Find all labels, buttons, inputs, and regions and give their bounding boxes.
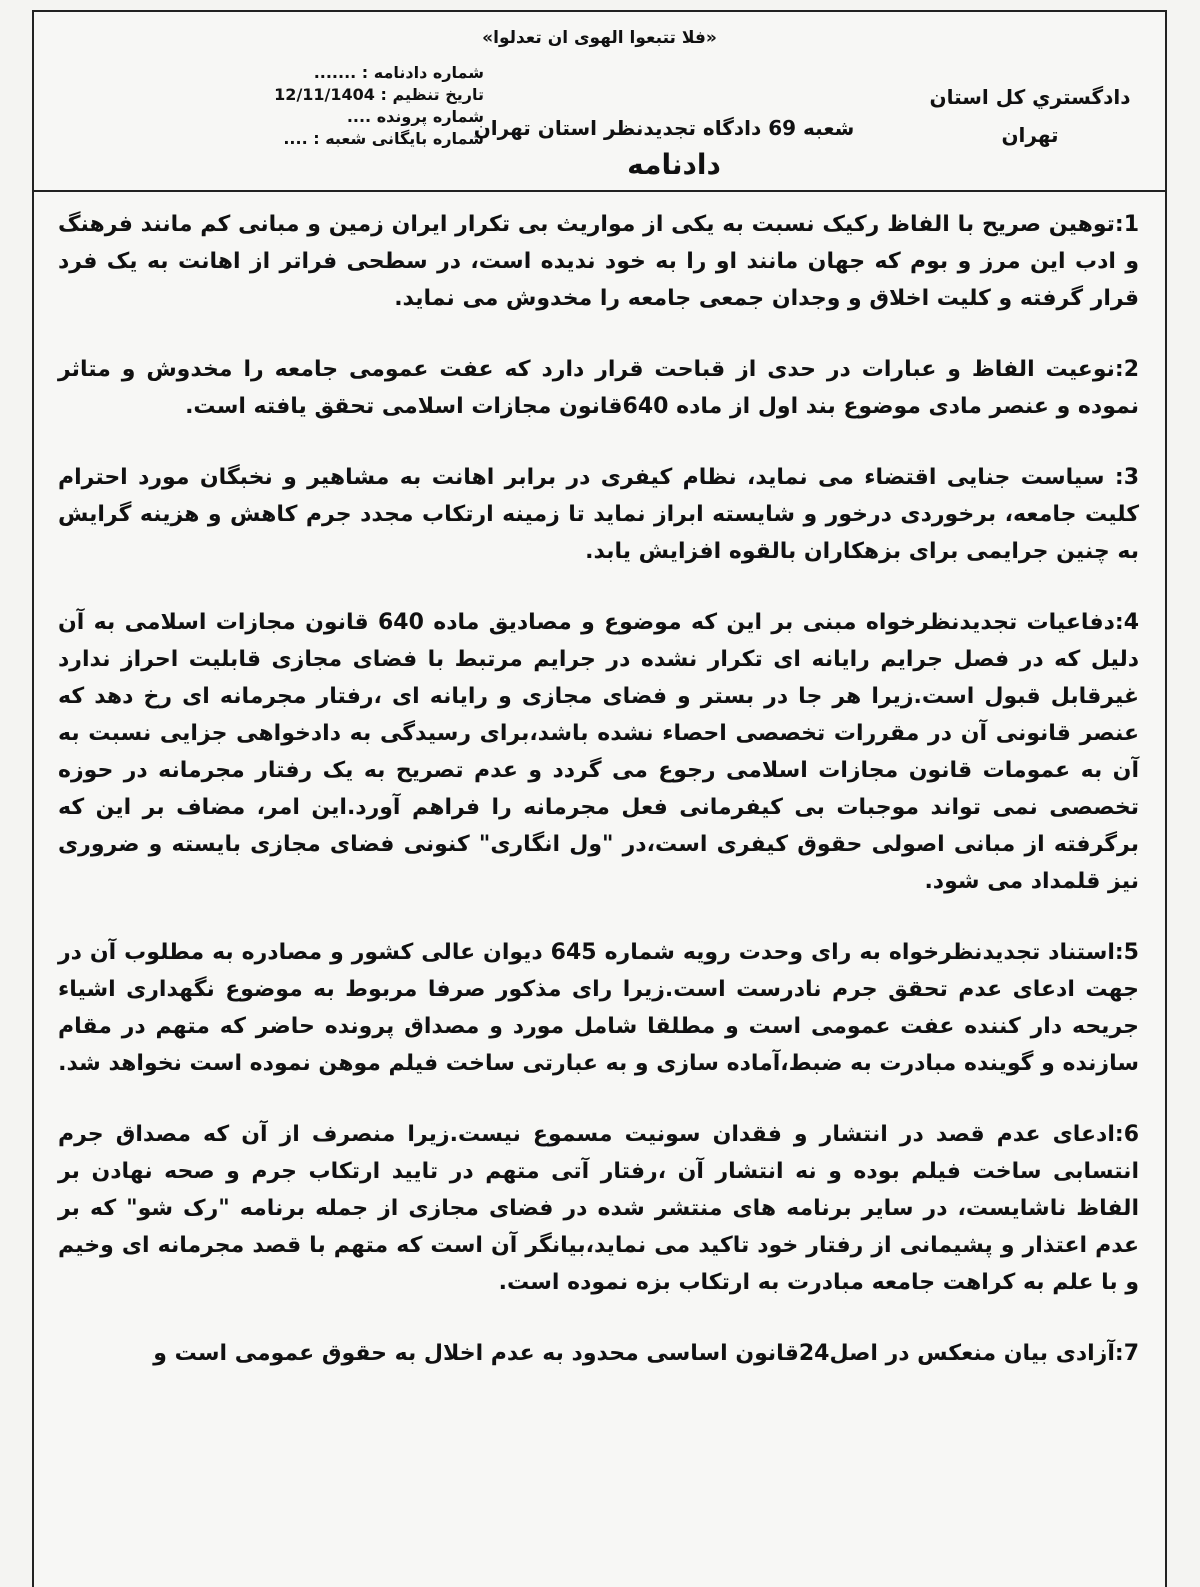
branch-name: شعبه 69 دادگاه تجدیدنظر استان تهران xyxy=(473,116,855,140)
court-name-line1: دادگستري كل استان xyxy=(929,85,1131,109)
archive-number: شماره بایگانی شعبه : .... xyxy=(283,129,484,148)
file-number: شماره پرونده .... xyxy=(346,107,484,126)
paragraph-5: 5:استناد تجدیدنظرخواه به رای وحدت رویه شماره 645 دیوان عالی کشور و مصادره به مطلوب آن در جهت ادعای عدم تحقق جرم نادرست است.زیرا رای مذکور صرفا مربوط به موضوع نگهداری اشیاء جریحه دار کننده عفت عمومی است و مطلقا شامل مورد و مصداق پرونده حاضر که متهم در مقام سازنده و گوینده مبادرت به ضبط،آماده سازی و به عبارتی ساخت فیلم موهن نموده است نخواهد شد. xyxy=(58,940,1139,1076)
verdict-document xyxy=(32,10,1167,1587)
paragraph-3: 3: سیاست جنایی اقتضاء می نماید، نظام کیفری در برابر اهانت به مشاهیر و نخبگان مورد احترام کلیت جامعه، برخوردی درخور و شایسته ابراز نماید تا زمینه ارتکاب مجدد جرم کاهش و هزینه گرایش به چنین جرایمی برای بزهکاران بالقوه افزایش یابد. xyxy=(58,465,1139,564)
issue-date: تاریخ تنظیم : 12/11/1404 xyxy=(274,85,484,104)
court-name xyxy=(925,78,1135,154)
paragraph-6: 6:ادعای عدم قصد در انتشار و فقدان سونیت مسموع نیست.زیرا منصرف از آن که مصداق جرم انتسابی ساخت فیلم بوده و نه انتشار آن ،رفتار آتی متهم در تایید ارتکاب جرم و صحه نهادن بر الفاظ ناشایست، در سایر برنامه های منتشر شده در فضای مجازی از جمله برنامه "رک شو" که بر عدم اعتذار و پشیمانی از رفتار خود تاکید می نماید،بیانگر آن است که متهم با قصد مجرمانه ای وخیم و با علم به کراهت جامعه مبادرت به ارتکاب بزه نموده است. xyxy=(58,1122,1139,1295)
verdict-body xyxy=(34,190,1165,1587)
court-name-line2: تهران xyxy=(1001,123,1059,147)
paragraph-1: 1:توهین صریح با الفاظ رکیک نسبت به یکی از مواریث بی تکرار ایران زمین و مبانی کم مانند فرهنگ و ادب این مرز و بوم که جهان مانند او را به خود ندیده است، در سطحی فراتر از اهانت به یک فرد قرار گرفته و کلیت اخلاق و وجدان جمعی جامعه را مخدوش می نماید. xyxy=(58,212,1139,311)
paragraph-7: 7:آزادی بیان منعکس در اصل24قانون اساسی محدود به عدم اخلال به حقوق عمومی است و xyxy=(153,1341,1139,1366)
paragraph-2: 2:نوعیت الفاظ و عبارات در حدی از قباحت قرار دارد که عفت عمومی جامعه را مخدوش و متاثر نموده و عنصر مادی موضوع بند اول از ماده 640قانون مجازات اسلامی تحقق یافته است. xyxy=(58,357,1139,419)
motto: «فلا تتبعوا الهوی ان تعدلوا» xyxy=(482,28,717,48)
document-meta xyxy=(184,62,484,150)
paragraph-4: 4:دفاعیات تجدیدنظرخواه مبنی بر این که موضوع و مصادیق ماده 640 قانون مجازات اسلامی به آن دلیل که در فصل جرایم رایانه ای تکرار نشده در جرایم مرتبط با فضای مجازی قابلیت احراز ندارد غیرقابل قبول است.زیرا هر جا در بستر و فضای مجازی و رایانه ای ،رفتار مجرمانه ای رخ دهد که عنصر قانونی آن در مقررات تخصصی احصاء نشده باشد،برای رسیدگی به دادخواهی جزایی نسبت به آن به عمومات قانون مجازات اسلامی رجوع می گردد و عدم تصریح به یک رفتار مجرمانه در حوزه تخصصی نمی تواند موجبات بی کیفرمانی فعل مجرمانه را فراهم آورد.این امر، مضاف بر این که برگرفته از مبانی اصولی حقوق کیفری است،در "ول انگاری" کنونی فضای مجازی بایسته و ضروری نیز قلمداد می شود. xyxy=(58,610,1139,894)
document-title: دادنامه xyxy=(627,148,721,181)
verdict-number: شماره دادنامه : ....... xyxy=(313,63,484,82)
